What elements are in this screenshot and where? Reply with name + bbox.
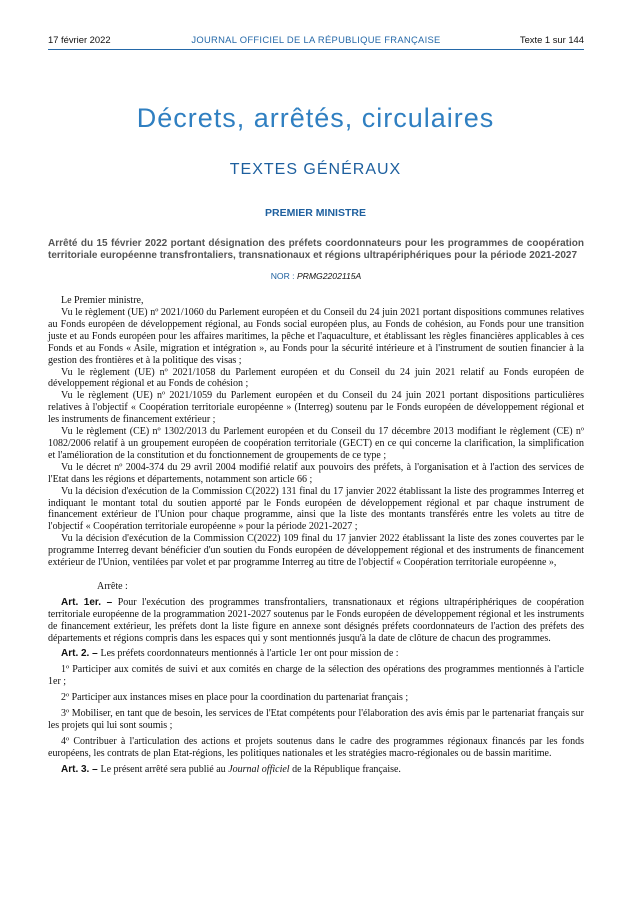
visa-paragraph: Vu le décret nº 2004-374 du 29 avril 2004 modifié relatif aux pouvoirs des préfets, à l'organisation et à l'action des services de l'Etat dans les régions et départements, notamment son article 66 ; xyxy=(48,461,584,485)
article-2-text: Les préfets coordonnateurs mentionnés à l'article 1er ont pour mission de : xyxy=(100,648,399,660)
journal-officiel-ref: Journal officiel xyxy=(228,763,290,775)
article-3-text-before: Le présent arrêté sera publié au xyxy=(100,763,229,775)
mission-item: 4º Contribuer à l'articulation des actions et projets soutenus dans le cadre des programmes régionaux financés par les fonds européens, les contrats de plan Etat-régions, les politiques nationales et les stratégies macro-régionales ou de bassin maritime. xyxy=(48,735,584,759)
article-1-dash: – xyxy=(101,596,118,608)
visa-paragraph: Vu la décision d'exécution de la Commission C(2022) 131 final du 17 janvier 2022 établissant la liste des programmes Interreg et indiquant le montant total du soutien apporté par le Fonds européen de développement régional et par chaque instrument de financement extérieur de l'Union pour chaque programme, ainsi que la liste des montants transférés entre les volets au titre de l'objectif « Coopération territoriale européenne » pour la période 2021-2027 ; xyxy=(48,485,584,533)
article-1-text: Pour l'exécution des programmes transfrontaliers, transnationaux et régions ultrapériphériques de coopération territoriale européenne de la programmation 2021-2027 soutenus par le Fonds européen de développement régional et les instruments de financement extérieur, les préfets dont la liste figure en annexe sont désignés préfets coordonnateurs de l'action des préfets des départements et régions compris dans les espaces qui y sont mentionnés jusqu'à la date de clôture de chacun des programmes. xyxy=(48,596,585,644)
arrete-title: Arrêté du 15 février 2022 portant désignation des préfets coordonnateurs pour les programmes de coopération territoriale européenne transfrontaliers, transnationaux et régions ultrapériphériques pour la période 2021-2027 xyxy=(48,238,584,261)
article-2-label: Art. 2. xyxy=(61,648,90,660)
arrete-word: Arrête : xyxy=(97,580,128,592)
visa-paragraph: Vu le règlement (UE) nº 2021/1059 du Parlement européen et du Conseil du 24 juin 2021 portant dispositions particulières relatives à l'objectif « Coopération territoriale européenne » (Interreg) soutenu par le Fonds européen de développement régional et les instruments de financement extérieur ; xyxy=(48,390,584,426)
mission-item: 1º Participer aux comités de suivi et aux comités en charge de la sélection des opérations des programmes mentionnés à l'article 1er ; xyxy=(48,664,584,688)
header-rule xyxy=(48,49,584,50)
ministry-heading: PREMIER MINISTRE xyxy=(265,207,366,219)
article-3 xyxy=(48,764,584,776)
article-2-dash: – xyxy=(89,648,101,660)
article-3-text-after: de la République française. xyxy=(289,763,401,775)
mission-item: 3º Mobiliser, en tant que de besoin, les services de l'Etat compétents pour l'élaboration des avis émis par le partenariat français sur les projets qui lui sont soumis ; xyxy=(48,708,584,731)
nor-label: NOR : xyxy=(270,271,297,282)
article-3-dash: – xyxy=(89,763,101,775)
article-1 xyxy=(48,597,584,645)
header-date: 17 février 2022 xyxy=(48,34,111,45)
article-2 xyxy=(48,648,584,660)
main-title: Décrets, arrêtés, circulaires xyxy=(136,103,495,133)
intro-line: Le Premier ministre, xyxy=(61,295,144,307)
visa-paragraph: Vu le règlement (UE) nº 2021/1058 du Parlement européen et du Conseil du 24 juin 2021 relatif au Fonds européen de développement régional et au Fonds de cohésion ; xyxy=(48,366,584,390)
nor-reference xyxy=(48,271,584,283)
visa-paragraph: Vu le règlement (CE) nº 1302/2013 du Parlement européen et du Conseil du 17 décembre 2013 modifiant le règlement (CE) nº 1082/2006 relatif à un groupement européen de coopération territoriale (GECT) en ce qui concerne la clarification, la simplification et l'amélioration de la constitution et du fonctionnement de groupements de ce type ; xyxy=(48,426,584,461)
journal-name: JOURNAL OFFICIEL DE LA RÉPUBLIQUE FRANÇAISE xyxy=(191,34,441,45)
visa-paragraph: Vu le règlement (UE) nº 2021/1060 du Parlement européen et du Conseil du 24 juin 2021 portant dispositions communes relatives au Fonds européen de développement régional, au Fonds social européen plus, au Fonds de cohésion, au Fonds pour une transition juste et au Fonds européen pour les affaires maritimes, la pêche et l'aquaculture, et établissant les règles financières applicables à ces Fonds et au Fonds « Asile, migration et intégration », au Fonds pour la sécurité intérieure et à l'instrument de soutien financier à la gestion des frontières et à la politique des visas ; xyxy=(48,307,584,366)
page-indicator: Texte 1 sur 144 xyxy=(519,34,584,45)
nor-code: PRMG2202115A xyxy=(296,271,362,282)
article-1-label: Art. 1er. xyxy=(61,596,102,608)
section-title: TEXTES GÉNÉRAUX xyxy=(229,161,402,178)
document-body xyxy=(48,238,584,776)
page-header xyxy=(48,34,584,48)
visa-paragraph: Vu la décision d'exécution de la Commission C(2022) 109 final du 17 janvier 2022 établissant la liste des zones couvertes par le programme Interreg devant bénéficier d'un soutien du Fonds européen de développement régional et des instruments de financement extérieur de l'Union, ventilées par volet et par programme Interreg au titre de l'objectif « Coopération territoriale européenne », xyxy=(48,533,584,569)
mission-item: 2º Participer aux instances mises en place pour la coordination du partenariat français ; xyxy=(61,692,409,704)
article-3-label: Art. 3. xyxy=(61,763,90,775)
